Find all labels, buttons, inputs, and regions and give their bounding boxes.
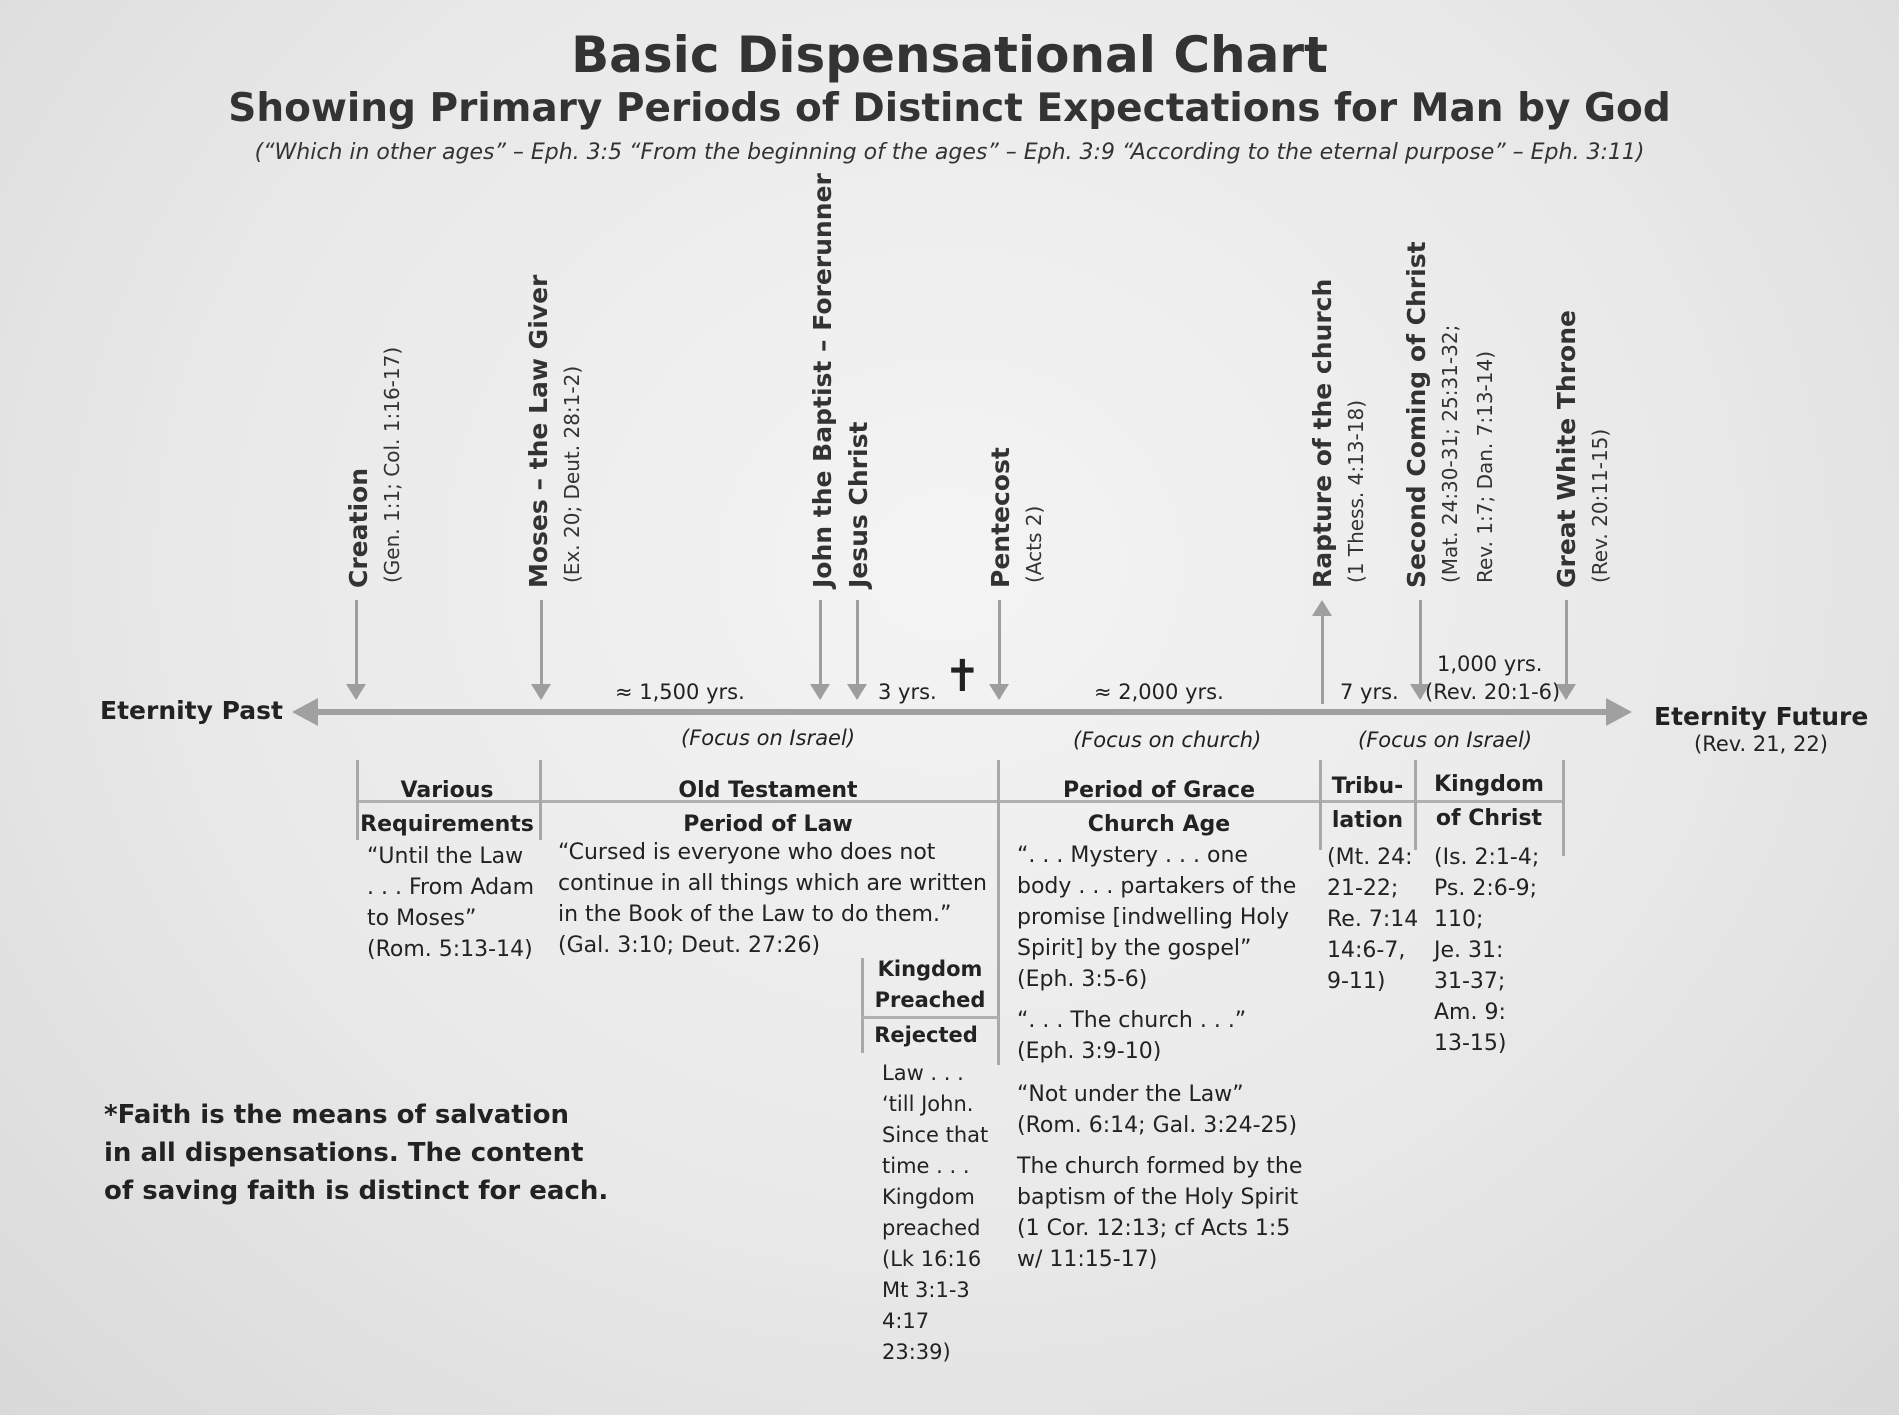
kingdom-preached-heading: Kingdom Preached — [874, 957, 986, 1012]
period-kingdom-text: (Is. 2:1-4; Ps. 2:6-9; 110; Je. 31: 31-37; Am. 9: 13-15) — [1434, 845, 1540, 1056]
event-creation-ref: (Gen. 1:1; Col. 1:16-17) — [380, 346, 404, 583]
event-second-coming-ref1: (Mat. 24:30-31; 25:31-32; — [1438, 324, 1462, 583]
cross-icon: ✝ — [944, 651, 981, 702]
span-1500-years: ≈ 1,500 yrs. — [615, 680, 745, 704]
kingdom-preached-text: Law . . . ‘till John. Since that time . . . Kingdom preached (Lk 16:16 Mt 3:1-3 4:17 23:39) — [882, 1061, 989, 1364]
event-rapture-name: Rapture of the church — [1308, 278, 1337, 588]
event-jesus-name: Jesus Christ — [844, 421, 873, 588]
focus-israel-2: (Focus on Israel) — [1358, 728, 1533, 752]
period-tribulation-text: (Mt. 24: 21-22; Re. 7:14 14:6-7, 9-11) — [1327, 845, 1419, 994]
span-3-years: 3 yrs. — [878, 680, 937, 704]
kingdom-preached-bar — [861, 1016, 999, 1019]
period-grace-text: “. . . Mystery . . . one body . . . partakers of the promise [indwelling Holy Spirit] by the gospel” (Eph. 3:5-6) “. . . The church . . .” (Eph. 3:9-10) “Not under the Law” (Rom. 6:14; Gal. 3:24-25) The church formed by the baptism of the Holy Spirit (1 Cor. 12:13; cf Acts 1:5 w/ 11:15-17) — [1017, 843, 1303, 1272]
event-moses-name: Moses – the Law Giver — [524, 274, 553, 588]
period-tribulation-heading: Tribu- lation — [1331, 774, 1404, 833]
period-grace-heading: Period of Grace Church Age — [1062, 778, 1256, 837]
span-2000-years: ≈ 2,000 yrs. — [1094, 680, 1224, 704]
eternity-past-label: Eternity Past — [100, 696, 283, 725]
event-john-name: John the Baptist – Forerunner — [808, 173, 837, 588]
period-various-heading: Various Requirements — [360, 778, 534, 837]
period-various-text: “Until the Law . . . From Adam to Moses” (Rom. 5:13-14) — [367, 844, 534, 962]
focus-church: (Focus on church) — [1073, 728, 1262, 752]
footnote: *Faith is the means of salvation in all dispensations. The content of saving faith is distinct for each. — [104, 1100, 609, 1206]
eternity-future-label: Eternity Future — [1654, 702, 1869, 731]
span-1000-years-ref: (Rev. 20:1-6) — [1425, 680, 1561, 704]
event-pentecost-ref: (Acts 2) — [1022, 505, 1046, 583]
scripture-references: (“Which in other ages” – Eph. 3:5 “From the beginning of the ages” – Eph. 3:9 “According to the eternal purpose” – Eph. 3:11) — [254, 140, 1645, 165]
event-rapture-ref: (1 Thess. 4:13-18) — [1344, 399, 1368, 583]
period-law-heading: Old Testament Period of Law — [678, 778, 858, 837]
page-title: Basic Dispensational Chart — [571, 26, 1328, 84]
tick-white-throne — [1562, 760, 1565, 856]
focus-israel-1: (Focus on Israel) — [681, 726, 856, 750]
event-white-throne-ref: (Rev. 20:11-15) — [1588, 428, 1612, 583]
span-7-years: 7 yrs. — [1340, 680, 1399, 704]
period-kingdom-heading: Kingdom of Christ — [1434, 772, 1544, 831]
period-law-text: “Cursed is everyone who does not continue in all things which are written in the Book of the Law to do them.” (Gal. 3:10; Deut. 27:26) — [558, 840, 987, 958]
kingdom-rejected-heading: Rejected — [874, 1023, 978, 1047]
event-second-coming-name: Second Coming of Christ — [1402, 241, 1431, 588]
span-1000-years: 1,000 yrs. — [1437, 652, 1543, 676]
page-subtitle: Showing Primary Periods of Distinct Expectations for Man by God — [228, 86, 1671, 131]
event-pentecost-name: Pentecost — [986, 447, 1015, 588]
eternity-future-ref: (Rev. 21, 22) — [1694, 732, 1828, 756]
event-second-coming-ref2: Rev. 1:7; Dan. 7:13-14) — [1473, 350, 1497, 583]
event-white-throne-name: Great White Throne — [1552, 310, 1581, 588]
tick-kingdom-preached — [861, 958, 864, 1053]
event-moses-ref: (Ex. 20; Deut. 28:1-2) — [560, 365, 584, 583]
event-creation-name: Creation — [344, 468, 373, 588]
